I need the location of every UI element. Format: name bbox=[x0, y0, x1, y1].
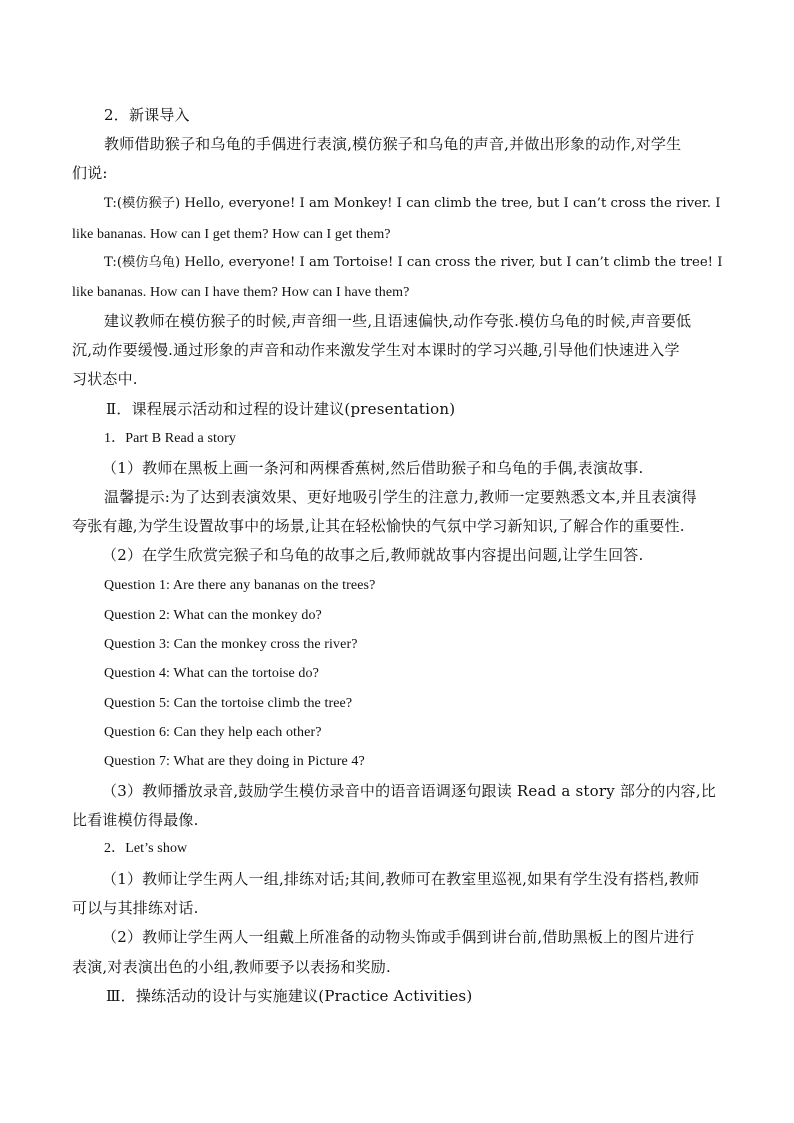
paragraph-line: 建议教师在模仿猴子的时候,声音细一些,且语速偏快,动作夸张.模仿乌龟的时候,声音要低 bbox=[104, 312, 692, 330]
question-line: Question 2: What can the monkey do? bbox=[104, 608, 322, 623]
document-page bbox=[72, 0, 724, 1123]
paragraph-line: （2）教师让学生两人一组戴上所准备的动物头饰或手偶到讲台前,借助黑板上的图片进行 bbox=[102, 928, 695, 946]
paragraph-line: 沉,动作要缓慢.通过形象的声音和动作来激发学生对本课时的学习兴趣,引导他们快速进入学 bbox=[72, 341, 680, 359]
paragraph-line: （1）教师在黑板上画一条河和两棵香蕉树,然后借助猴子和乌龟的手偶,表演故事. bbox=[102, 459, 644, 477]
subheading-read-a-story: 1．Part B Read a story bbox=[104, 431, 236, 446]
dialogue-line-monkey: T:(模仿猴子) Hello, everyone! I am Monkey! I can climb the tree, but I can’t cross the river. I bbox=[104, 196, 721, 211]
paragraph-line: 比看谁模仿得最像. bbox=[72, 811, 199, 829]
question-line: Question 5: Can the tortoise climb the tree? bbox=[104, 696, 353, 711]
question-line: Question 4: What can the tortoise do? bbox=[104, 666, 319, 681]
dialogue-line-tortoise: like bananas. How can I have them? How can I have them? bbox=[72, 285, 410, 300]
dialogue-line-tortoise: T:(模仿乌龟) Hello, everyone! I am Tortoise! I can cross the river, but I can’t climb the tree! I bbox=[104, 255, 723, 270]
tip-line: 夸张有趣,为学生设置故事中的场景,让其在轻松愉快的气氛中学习新知识,了解合作的重要性. bbox=[72, 517, 685, 535]
tip-line: 温馨提示:为了达到表演效果、更好地吸引学生的注意力,教师一定要熟悉文本,并且表演得 bbox=[104, 488, 697, 506]
question-line: Question 1: Are there any bananas on the trees? bbox=[104, 578, 376, 593]
paragraph-line: 们说: bbox=[72, 164, 108, 182]
paragraph-line: （3）教师播放录音,鼓励学生模仿录音中的语音语调逐句跟读 Read a story 部分的内容,比 bbox=[102, 782, 717, 800]
section-heading-practice: Ⅲ．操练活动的设计与实施建议(Practice Activities) bbox=[106, 987, 473, 1005]
section-heading-new-lesson: 2．新课导入 bbox=[104, 106, 190, 124]
paragraph-line: 教师借助猴子和乌龟的手偶进行表演,模仿猴子和乌龟的声音,并做出形象的动作,对学生 bbox=[104, 135, 682, 153]
dialogue-line-monkey: like bananas. How can I get them? How can I get them? bbox=[72, 227, 391, 242]
paragraph-line: 习状态中. bbox=[72, 370, 138, 388]
question-line: Question 7: What are they doing in Picture 4? bbox=[104, 754, 365, 769]
subheading-lets-show: 2．Let’s show bbox=[104, 841, 188, 856]
paragraph-line: （1）教师让学生两人一组,排练对话;其间,教师可在教室里巡视,如果有学生没有搭档,教师 bbox=[102, 870, 700, 888]
question-line: Question 3: Can the monkey cross the river? bbox=[104, 637, 358, 652]
question-line: Question 6: Can they help each other? bbox=[104, 725, 322, 740]
paragraph-line: （2）在学生欣赏完猴子和乌龟的故事之后,教师就故事内容提出问题,让学生回答. bbox=[102, 546, 644, 564]
section-heading-presentation: Ⅱ．课程展示活动和过程的设计建议(presentation) bbox=[106, 400, 456, 418]
paragraph-line: 表演,对表演出色的小组,教师要予以表扬和奖励. bbox=[72, 958, 391, 976]
paragraph-line: 可以与其排练对话. bbox=[72, 899, 199, 917]
